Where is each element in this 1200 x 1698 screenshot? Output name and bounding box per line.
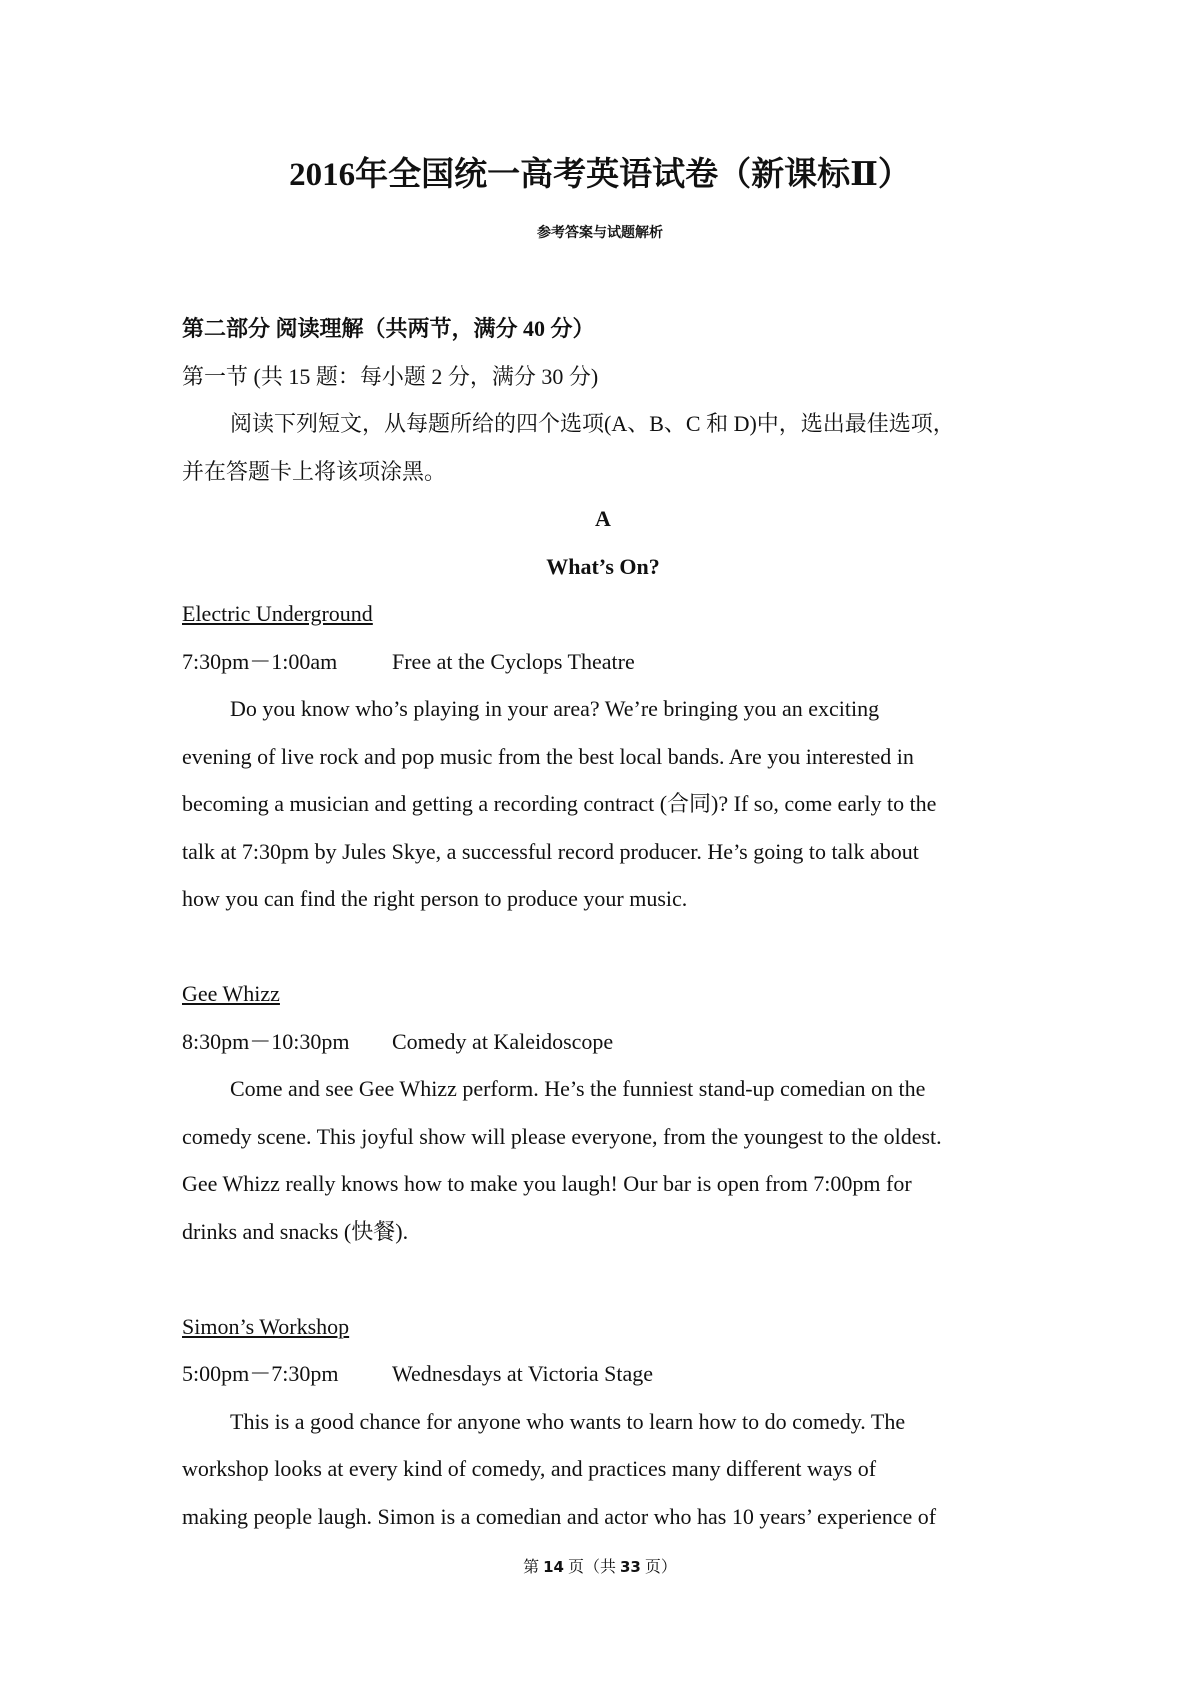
event-schedule — [182, 1018, 1024, 1066]
event-description-line: talk at 7:30pm by Jules Skye, a successful record producer. He’s going to talk about — [182, 838, 919, 864]
spacer — [182, 923, 1024, 971]
passage-title: What’s On? — [546, 553, 660, 579]
instruction-line: 阅读下列短文，从每题所给的四个选项(A、B、C 和 D)中，选出最佳选项， — [230, 411, 955, 436]
current-page-number: 14 — [543, 1558, 564, 1576]
event-description-line: Do you know who’s playing in your area? We’re bringing you an exciting — [230, 696, 880, 721]
event-description-line: making people laugh. Simon is a comedian and actor who has 10 years’ experience of — [182, 1503, 937, 1529]
spacer — [182, 1255, 1024, 1303]
page-footer — [0, 1554, 1200, 1577]
event-schedule — [182, 1350, 1024, 1398]
footer-middle: 页（共 — [563, 1559, 620, 1576]
footer-prefix: 第 — [523, 1559, 544, 1576]
event-description-line: workshop looks at every kind of comedy, and practices many different ways of — [182, 1456, 877, 1481]
document-subtitle: 参考答案与试题解析 — [537, 225, 663, 241]
event-description-line: how you can find the right person to produce your music. — [182, 886, 688, 911]
event-gee-whizz — [182, 970, 1024, 1018]
main-content — [182, 305, 1024, 1540]
event-time: 7:30pm－1:00am — [182, 648, 338, 674]
instruction-line: 并在答题卡上将该项涂黑。 — [182, 458, 447, 484]
event-name: Electric Underground — [182, 601, 373, 626]
event-name: Simon’s Workshop — [182, 1313, 350, 1339]
part-heading: 第二部分 阅读理解（共两节，满分 40 分） — [182, 316, 595, 341]
event-time: 5:00pm－7:30pm — [182, 1361, 339, 1386]
event-venue: Comedy at Kaleidoscope — [392, 1028, 614, 1054]
total-page-number: 33 — [620, 1558, 641, 1576]
event-venue: Free at the Cyclops Theatre — [392, 648, 635, 674]
event-venue: Wednesdays at Victoria Stage — [392, 1361, 654, 1386]
event-description-line: drinks and snacks (快餐). — [182, 1218, 409, 1244]
event-description-line: evening of live rock and pop music from the best local bands. Are you interested in — [182, 743, 914, 769]
event-electric-underground — [182, 590, 1024, 638]
event-simons-workshop — [182, 1303, 1024, 1351]
event-description-line: This is a good chance for anyone who wants to learn how to do comedy. The — [230, 1408, 906, 1434]
subsection-heading: 第一节 (共 15 题：每小题 2 分，满分 30 分) — [182, 363, 599, 389]
event-description-line: comedy scene. This joyful show will please everyone, from the youngest to the oldest. — [182, 1123, 942, 1149]
event-name: Gee Whizz — [182, 981, 280, 1006]
event-time: 8:30pm－10:30pm — [182, 1028, 350, 1054]
event-description-line: becoming a musician and getting a recording contract (合同)? If so, come early to the — [182, 791, 937, 816]
passage-letter: A — [595, 506, 611, 531]
footer-suffix: 页） — [640, 1559, 677, 1576]
event-description-line: Come and see Gee Whizz perform. He’s the funniest stand-up comedian on the — [230, 1076, 926, 1101]
event-schedule — [182, 638, 1024, 686]
document-title: 2016年全国统一高考英语试卷（新课标Ⅱ） — [289, 157, 911, 193]
event-description-line: Gee Whizz really knows how to make you laugh! Our bar is open from 7:00pm for — [182, 1171, 912, 1196]
